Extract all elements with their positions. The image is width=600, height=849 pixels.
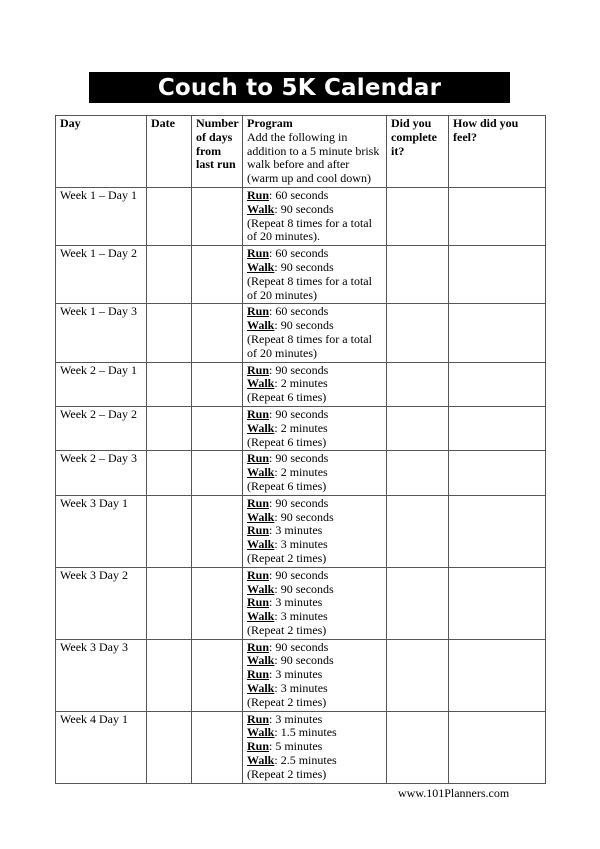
feel-cell[interactable] [449,362,546,406]
day-cell: Week 4 Day 1 [56,711,147,783]
date-cell[interactable] [147,639,192,711]
header-days-from-last-run: Number of days from last run [192,116,243,188]
program-activity: Run [247,567,270,582]
program-text: : 90 seconds [269,495,329,510]
program-line [247,696,383,710]
completed-cell[interactable] [387,304,449,362]
program-text: of 20 minutes) [247,287,317,302]
program-line [247,436,383,450]
program-activity: Run [247,246,270,261]
days-from-last-run-cell[interactable] [192,639,243,711]
footer-website: www.101Planners.com [398,786,510,800]
program-line [247,289,383,303]
feel-cell[interactable] [449,639,546,711]
table-row [56,451,546,495]
program-line [247,624,383,638]
program-text: : 3 minutes [274,609,328,624]
program-text: : 90 seconds [269,406,329,421]
program-cell [243,495,387,567]
program-line [247,217,383,231]
date-cell[interactable] [147,304,192,362]
program-text: : 60 seconds [269,304,329,319]
header-program-note: Add the following in addition to a 5 minute brisk walk before and after (warm up and cool down) [247,129,380,186]
program-activity: Run [247,639,270,654]
table-row [56,362,546,406]
program-text: (Repeat 6 times) [247,478,327,493]
program-activity: Walk [247,681,275,696]
program-activity: Walk [247,259,275,274]
program-text: (Repeat 6 times) [247,390,327,405]
program-line [247,583,383,597]
program-text: (Repeat 8 times for a total [247,331,372,346]
header-program-label: Program [247,116,293,130]
program-line [247,654,383,668]
program-text: (Repeat 2 times) [247,622,327,637]
table-row [56,495,546,567]
program-activity: Walk [247,420,275,435]
program-cell [243,567,387,639]
program-text: : 3 minutes [269,595,323,610]
table-row [56,246,546,304]
table-row [56,639,546,711]
program-line [247,347,383,361]
feel-cell[interactable] [449,406,546,450]
day-cell: Week 3 Day 1 [56,495,147,567]
day-cell: Week 3 Day 2 [56,567,147,639]
program-line [247,230,383,244]
program-text: : 60 seconds [269,187,329,202]
program-activity: Run [247,595,270,610]
program-text: : 5 minutes [269,739,323,754]
completed-cell[interactable] [387,362,449,406]
calendar-table [55,115,546,784]
program-text: (Repeat 8 times for a total [247,273,372,288]
program-text: : 3 minutes [274,681,328,696]
program-line [247,466,383,480]
program-text: : 90 seconds [274,581,334,596]
date-cell[interactable] [147,567,192,639]
program-cell [243,187,387,245]
program-text: : 2 minutes [274,465,328,480]
program-cell [243,639,387,711]
completed-cell[interactable] [387,246,449,304]
table-row [56,304,546,362]
program-line [247,682,383,696]
date-cell[interactable] [147,711,192,783]
program-activity: Run [247,739,270,754]
program-text: : 90 seconds [269,362,329,377]
program-text: : 3 minutes [269,711,323,726]
program-line [247,247,383,261]
header-completed: Did you complete it? [387,116,449,188]
page-title: Couch to 5K Calendar [89,72,510,103]
program-line [247,275,383,289]
day-cell: Week 3 Day 3 [56,639,147,711]
days-from-last-run-cell[interactable] [192,567,243,639]
program-line [247,408,383,422]
feel-cell[interactable] [449,246,546,304]
feel-cell[interactable] [449,711,546,783]
program-text: (Repeat 6 times) [247,434,327,449]
program-activity: Walk [247,537,275,552]
program-activity: Run [247,523,270,538]
completed-cell[interactable] [387,187,449,245]
program-activity: Run [247,495,270,510]
program-cell [243,406,387,450]
program-cell [243,451,387,495]
program-text: : 2 minutes [274,420,328,435]
program-line [247,261,383,275]
completed-cell[interactable] [387,451,449,495]
program-line [247,319,383,333]
program-cell [243,711,387,783]
table-row [56,711,546,783]
program-line [247,422,383,436]
program-text: : 90 seconds [274,318,334,333]
program-activity: Walk [247,753,275,768]
program-line [247,740,383,754]
date-cell[interactable] [147,362,192,406]
program-text: : 90 seconds [274,201,334,216]
program-line [247,754,383,768]
days-from-last-run-cell[interactable] [192,711,243,783]
program-line [247,452,383,466]
program-cell [243,362,387,406]
completed-cell[interactable] [387,495,449,567]
program-text: : 2 minutes [274,376,328,391]
program-line [247,641,383,655]
program-text: : 90 seconds [269,567,329,582]
program-activity: Walk [247,509,275,524]
program-line [247,596,383,610]
program-line [247,305,383,319]
program-line [247,713,383,727]
completed-cell[interactable] [387,567,449,639]
date-cell[interactable] [147,246,192,304]
program-activity: Run [247,362,270,377]
program-line [247,189,383,203]
program-activity: Walk [247,725,275,740]
program-activity: Walk [247,609,275,624]
program-activity: Walk [247,653,275,668]
program-text: : 3 minutes [274,537,328,552]
days-from-last-run-cell[interactable] [192,451,243,495]
feel-cell[interactable] [449,451,546,495]
program-activity: Walk [247,581,275,596]
program-line [247,538,383,552]
day-cell: Week 1 – Day 1 [56,187,147,245]
program-activity: Run [247,406,270,421]
days-from-last-run-cell[interactable] [192,246,243,304]
completed-cell[interactable] [387,639,449,711]
program-line [247,524,383,538]
header-day: Day [56,116,147,188]
program-text: : 90 seconds [269,639,329,654]
program-line [247,552,383,566]
program-line [247,377,383,391]
program-line [247,333,383,347]
table-row [56,187,546,245]
date-cell[interactable] [147,406,192,450]
days-from-last-run-cell[interactable] [192,495,243,567]
program-line [247,511,383,525]
program-line [247,203,383,217]
program-text: : 3 minutes [269,667,323,682]
program-text: (Repeat 2 times) [247,694,327,709]
program-line [247,610,383,624]
program-cell [243,304,387,362]
feel-cell[interactable] [449,187,546,245]
program-text: (Repeat 8 times for a total [247,215,372,230]
program-text: : 2.5 minutes [274,753,337,768]
completed-cell[interactable] [387,406,449,450]
date-cell[interactable] [147,451,192,495]
program-line [247,569,383,583]
table-row [56,567,546,639]
program-activity: Run [247,711,270,726]
program-text: of 20 minutes). [247,229,320,244]
program-text: : 90 seconds [274,653,334,668]
day-cell: Week 2 – Day 3 [56,451,147,495]
program-activity: Run [247,187,270,202]
feel-cell[interactable] [449,304,546,362]
days-from-last-run-cell[interactable] [192,406,243,450]
calendar-rows [56,187,546,783]
date-cell[interactable] [147,187,192,245]
program-line [247,726,383,740]
header-program [243,116,387,188]
day-cell: Week 1 – Day 2 [56,246,147,304]
program-activity: Walk [247,318,275,333]
feel-cell[interactable] [449,495,546,567]
program-line [247,480,383,494]
program-text: (Repeat 2 times) [247,550,327,565]
day-cell: Week 2 – Day 2 [56,406,147,450]
header-feel: How did you feel? [449,116,546,188]
days-from-last-run-cell[interactable] [192,187,243,245]
program-text: of 20 minutes) [247,345,317,360]
days-from-last-run-cell[interactable] [192,304,243,362]
header-date: Date [147,116,192,188]
program-line [247,497,383,511]
program-text: : 1.5 minutes [274,725,337,740]
program-activity: Walk [247,465,275,480]
completed-cell[interactable] [387,711,449,783]
date-cell[interactable] [147,495,192,567]
program-text: : 90 seconds [269,451,329,466]
program-activity: Walk [247,376,275,391]
program-cell [243,246,387,304]
program-text: : 90 seconds [274,259,334,274]
program-line [247,364,383,378]
program-activity: Run [247,667,270,682]
days-from-last-run-cell[interactable] [192,362,243,406]
program-text: : 3 minutes [269,523,323,538]
day-cell: Week 2 – Day 1 [56,362,147,406]
program-activity: Run [247,304,270,319]
header-row [56,116,546,188]
program-line [247,668,383,682]
feel-cell[interactable] [449,567,546,639]
program-line [247,391,383,405]
day-cell: Week 1 – Day 3 [56,304,147,362]
program-line [247,768,383,782]
program-text: (Repeat 2 times) [247,766,327,781]
program-text: : 60 seconds [269,246,329,261]
program-activity: Run [247,451,270,466]
program-activity: Walk [247,201,275,216]
program-text: : 90 seconds [274,509,334,524]
table-row [56,406,546,450]
